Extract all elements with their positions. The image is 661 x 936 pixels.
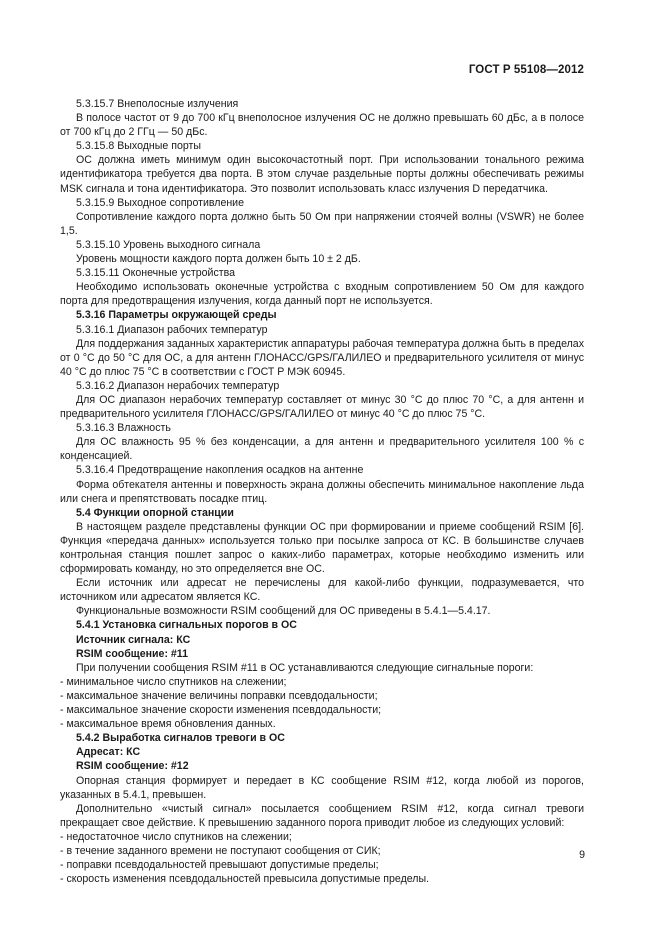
- paragraph: В настоящем разделе представлены функции ОС при формировании и приеме сообщений RSIM [6]. Функция «передача данных» используется только при посылке запроса от КС. В большинстве случаев контрольная станция пошлет запрос о каких-либо параметрах, которые необходимо изменить или сформировать команду, но это определяется вне ОС.: [60, 520, 584, 576]
- list-item: - минимальное число спутников на слежении;: [60, 675, 287, 688]
- paragraph: Сопротивление каждого порта должно быть 50 Ом при напряжении стоячей волны (VSWR) не более 1,5.: [60, 210, 584, 237]
- paragraph: 5.3.16.3 Влажность: [76, 422, 171, 435]
- document-number: ГОСТ Р 55108—2012: [468, 64, 584, 76]
- section-heading: 5.4.1 Установка сигнальных порогов в ОС: [76, 619, 297, 632]
- paragraph: Для ОС влажность 95 % без конденсации, а для антенн и предварительного усилителя 100 % с конденсацией.: [60, 436, 584, 463]
- section-heading: RSIM сообщение: #11: [76, 647, 188, 660]
- paragraph: ОС должна иметь минимум один высокочастотный порт. При использовании тонального режима идентификатора требуется два порта. В этом случае раздельные порты должны обеспечивать режимы MSK сигнала и тона идентификатора. Это позволит использовать класс излучения D передатчика.: [60, 154, 584, 195]
- paragraph: Дополнительно «чистый сигнал» посылается сообщением RSIM #12, когда сигнал тревоги прекращает свое действие. К превышению заданного порога приводит любое из следующих условий:: [60, 802, 584, 829]
- paragraph: 5.3.15.9 Выходное сопротивление: [76, 196, 244, 209]
- document-body: [60, 97, 584, 886]
- section-heading: RSIM сообщение: #12: [76, 760, 189, 773]
- page-number: 9: [579, 849, 585, 861]
- paragraph: В полосе частот от 9 до 700 кГц внеполосное излучения ОС не должно превышать 60 дБс, а в полосе от 700 кГц до 2 ГГц — 50 дБс.: [60, 112, 584, 139]
- paragraph: Форма обтекателя антенны и поверхность экрана должны обеспечить минимальное накопление льда или снега и препятствовать посадке птиц.: [60, 478, 584, 505]
- section-heading: 5.3.16 Параметры окружающей среды: [76, 309, 277, 322]
- list-item: - скорость изменения псевдодальностей превысила допустимые пределы.: [60, 873, 430, 886]
- section-heading: 5.4.2 Выработка сигналов тревоги в ОС: [76, 732, 285, 745]
- paragraph: 5.3.16.4 Предотвращение накопления осадков на антенне: [76, 464, 364, 477]
- section-heading: 5.4 Функции опорной станции: [76, 506, 234, 519]
- section-heading: Адресат: КС: [76, 746, 141, 759]
- paragraph: 5.3.15.11 Оконечные устройства: [76, 267, 236, 280]
- list-item: - максимальное время обновления данных.: [60, 718, 276, 731]
- list-item: - в течение заданного времени не поступают сообщения от СИК;: [60, 844, 381, 857]
- paragraph: Если источник или адресат не перечислены для какой-либо функции, подразумевается, что источником или адресатом является КС.: [60, 577, 584, 604]
- paragraph: 5.3.16.2 Диапазон нерабочих температур: [76, 379, 280, 392]
- paragraph: Функциональные возможности RSIM сообщений для ОС приведены в 5.4.1—5.4.17.: [76, 605, 491, 618]
- paragraph: Уровень мощности каждого порта должен быть 10 ± 2 дБ.: [76, 253, 361, 266]
- paragraph: При получении сообщения RSIM #11 в ОС устанавливаются следующие сигнальные пороги:: [76, 661, 534, 674]
- paragraph: 5.3.15.8 Выходные порты: [76, 140, 201, 153]
- paragraph: 5.3.15.10 Уровень выходного сигнала: [76, 238, 261, 251]
- paragraph: 5.3.16.1 Диапазон рабочих температур: [76, 323, 268, 336]
- paragraph: Для поддержания заданных характеристик аппаратуры рабочая температура должна быть в пределах от 0 °С до 50 °С для ОС, а для антенн ГЛОНАСС/GPS/ГАЛИЛЕО и предварительного усилителя от минус 40 °С до плюс 75 °С в соответствии с ГОСТ Р МЭК 60945.: [60, 337, 584, 378]
- section-heading: Источник сигнала: КС: [76, 633, 191, 646]
- list-item: - максимальное значение величины поправки псевдодальности;: [60, 689, 378, 702]
- paragraph: Необходимо использовать оконечные устройства с входным сопротивлением 50 Ом для каждого порта для предотвращения излучения, когда данный порт не используется.: [60, 281, 584, 308]
- list-item: - максимальное значение скорости изменения псевдодальности;: [60, 704, 382, 717]
- list-item: - поправки псевдодальностей превышают допустимые пределы;: [60, 859, 379, 872]
- list-item: - недостаточное число спутников на слежении;: [60, 830, 292, 843]
- paragraph: Для ОС диапазон нерабочих температур составляет от минус 30 °С до плюс 70 °С, а для антенн и предварительного усилителя ГЛОНАСС/GPS/ГАЛИЛЕО от минус 40 °С до плюс 75 °С.: [60, 393, 584, 421]
- paragraph: Опорная станция формирует и передает в КС сообщение RSIM #12, когда любой из порогов, указанных в 5.4.1, превышен.: [60, 774, 584, 801]
- paragraph: 5.3.15.7 Внеполосные излучения: [76, 98, 239, 110]
